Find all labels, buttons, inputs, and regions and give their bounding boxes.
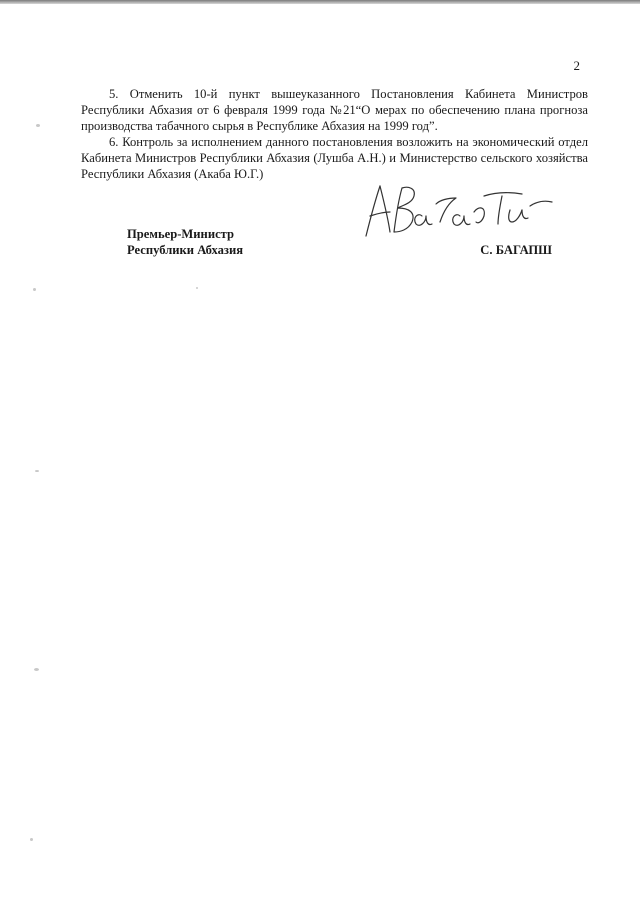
page-number: 2 bbox=[573, 58, 580, 73]
handwritten-signature bbox=[360, 176, 560, 242]
signer-title-line1: Премьер-Министр bbox=[127, 227, 235, 241]
scan-speck bbox=[35, 470, 39, 472]
paragraph-6: 6. Контроль за исполнением данного постановления возложить на экономический отдел Кабинета Министров Республики Абхазия (Лушба А.Н.) и Министерство сельского хозяйства Республики Абхазия (Акаба Ю.Г.) bbox=[81, 135, 588, 181]
signer-title bbox=[127, 226, 243, 258]
scan-speck bbox=[30, 838, 33, 841]
scan-speck bbox=[34, 668, 39, 671]
signer-name: С. БАГАПШ bbox=[480, 243, 552, 257]
scan-edge-shadow bbox=[0, 0, 640, 4]
signer-title-line2: Республики Абхазия bbox=[127, 243, 244, 257]
scan-speck bbox=[33, 288, 36, 291]
paragraph-5: 5. Отменить 10-й пункт вышеуказанного Постановления Кабинета Министров Республики Абхазия от 6 февраля 1999 года №21“О мерах по обеспечению плана прогноза производства табачного сырья в Республике Абхазия на 1999 год”. bbox=[81, 87, 588, 133]
document-body bbox=[81, 86, 588, 182]
scan-speck bbox=[36, 124, 40, 127]
scan-speck bbox=[196, 287, 198, 289]
